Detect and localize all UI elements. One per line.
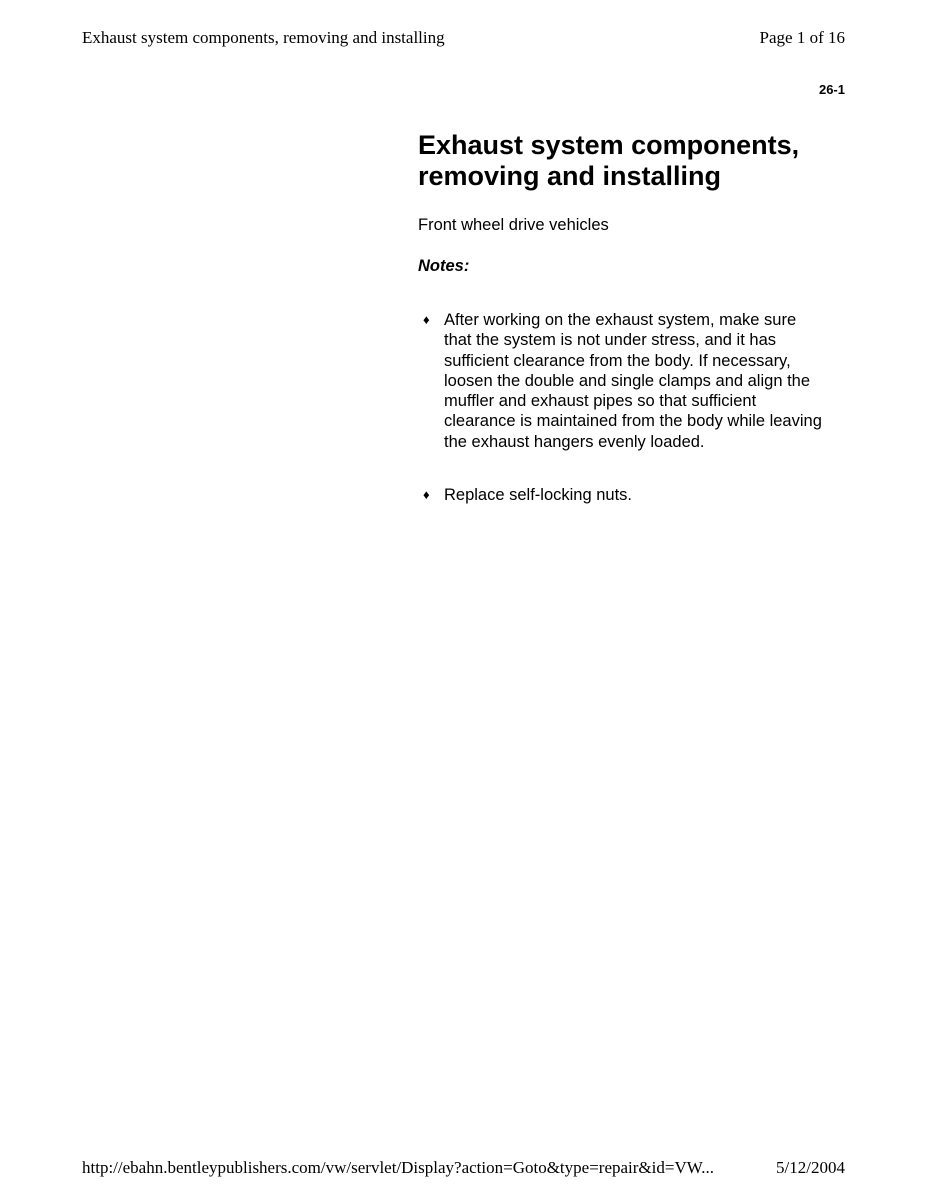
note-item xyxy=(418,485,828,505)
note-text: Replace self-locking nuts. xyxy=(444,486,633,505)
note-item xyxy=(418,310,828,452)
document-subtitle: Front wheel drive vehicles xyxy=(418,216,609,234)
section-number: 26-1 xyxy=(818,82,845,97)
diamond-bullet-icon: ♦ xyxy=(423,487,430,503)
note-text: After working on the exhaust system, make sure that the system is not under stress, and it has sufficient clearance from the body. If necessary, loosen the double and single clamps and align the muffler and exhaust pipes so that sufficient clearance is maintained from the body while leaving the exhaust hangers evenly loaded. xyxy=(444,311,822,451)
print-footer-url: http://ebahn.bentleypublishers.com/vw/servlet/Display?action=Goto&type=repair&id=VW... xyxy=(82,1158,714,1177)
document-title: Exhaust system components, removing and installing xyxy=(418,130,800,191)
document-content xyxy=(418,130,838,538)
diamond-bullet-icon: ♦ xyxy=(423,312,430,327)
print-footer-date: 5/12/2004 xyxy=(776,1158,845,1177)
notes-list xyxy=(418,310,838,505)
print-header-title: Exhaust system components, removing and installing xyxy=(82,28,445,47)
print-header-page-number: Page 1 of 16 xyxy=(759,28,845,47)
notes-heading: Notes: xyxy=(418,257,470,275)
